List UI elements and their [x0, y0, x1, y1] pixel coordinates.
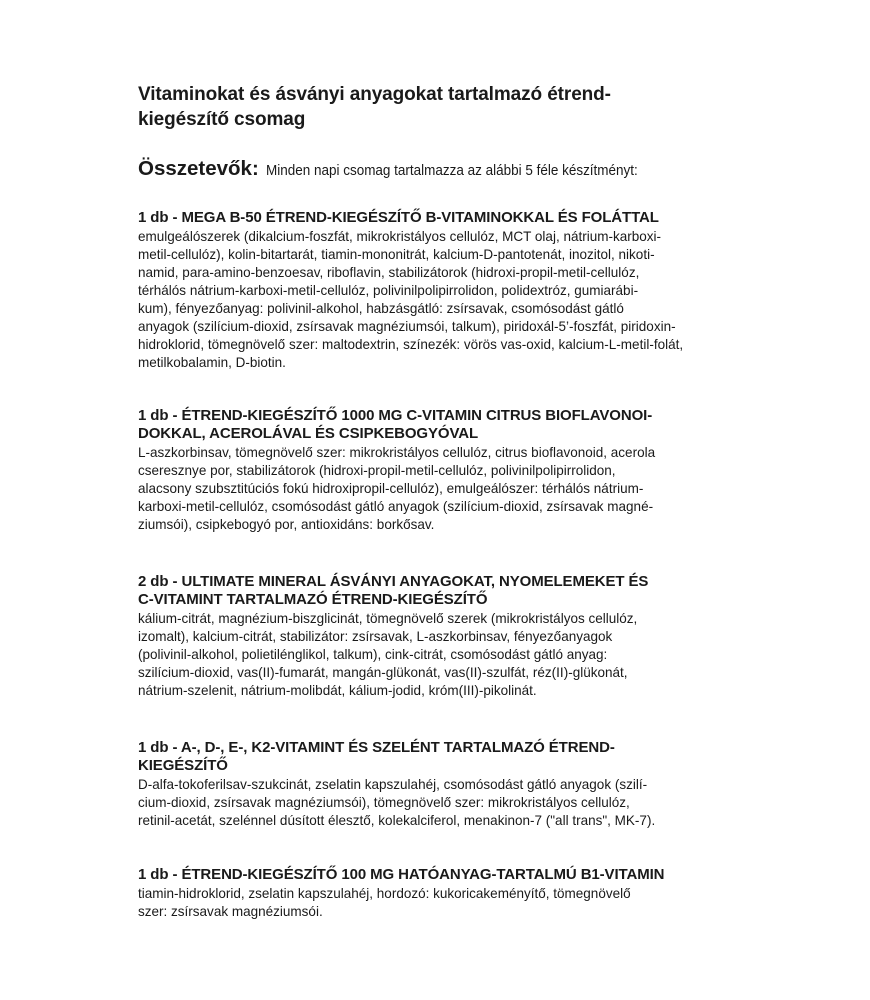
- product-heading-line: DOKKAL, ACEROLÁVAL ÉS CSIPKEBOGYÓVAL: [138, 425, 479, 442]
- ingredient-line: szer: zsírsavak magnéziumsói.: [138, 903, 323, 919]
- product-ingredients: [138, 443, 674, 533]
- document-title: [138, 82, 778, 132]
- ingredient-line: cseresznye por, stabilizátorok (hidroxi-propil-metil-cellulóz, polivinilpolipirrolidon,: [138, 462, 616, 478]
- product-section: [138, 209, 703, 371]
- product-ingredients: [138, 227, 703, 371]
- product-heading-line: 2 db - ULTIMATE MINERAL ÁSVÁNYI ANYAGOKAT, NYOMELEMEKET ÉS: [138, 573, 649, 590]
- ingredient-line: izomalt), kalcium-citrát, stabilizátor: zsírsavak, L-aszkorbinsav, fényezőanyagok: [138, 628, 613, 644]
- ingredient-line: ziumsói), csipkebogyó por, antioxidáns: borkősav.: [138, 516, 435, 532]
- product-heading: [138, 866, 664, 884]
- ingredients-label: Összetevők:: [138, 157, 259, 180]
- product-heading: [138, 407, 674, 443]
- product-heading-line: C-VITAMINT TARTALMAZÓ ÉTREND-KIEGÉSZÍTŐ: [138, 591, 488, 608]
- ingredients-intro-text: Minden napi csomag tartalmazza az alábbi 5 féle készítményt:: [266, 163, 639, 179]
- ingredient-line: namid, para-amino-benzoesav, riboflavin, stabilizátorok (hidroxi-propil-metil-cellulóz,: [138, 264, 640, 280]
- ingredient-line: szilícium-dioxid, vas(II)-fumarát, mangán-glükonát, vas(II)-szulfát, réz(II)-glükonát,: [138, 664, 628, 680]
- ingredient-line: metil-cellulóz), kolin-bitartarát, tiamin-mononitrát, kalcium-D-pantotenát, inozitol, nikoti-: [138, 246, 655, 262]
- product-section: [138, 573, 655, 699]
- ingredient-line: cium-dioxid, zsírsavak magnéziumsói), tömegnövelő szer: mikrokristályos cellulóz,: [138, 794, 630, 810]
- ingredient-line: retinil-acetát, szelénnel dúsított élesztő, kolekalciferol, menakinon-7 ("all trans", MK-7).: [138, 812, 656, 828]
- product-heading-line: 1 db - A-, D-, E-, K2-VITAMINT ÉS SZELÉNT TARTALMAZÓ ÉTREND-: [138, 739, 615, 756]
- product-heading-line: KIEGÉSZÍTŐ: [138, 757, 228, 774]
- ingredient-line: térhálós nátrium-karboxi-metil-cellulóz, polivinilpolipirrolidon, polidextróz, gumiarábi-: [138, 282, 639, 298]
- document-page: [138, 82, 778, 919]
- product-ingredients: [138, 884, 664, 920]
- title-line: Vitaminokat és ásványi anyagokat tartalmazó étrend-: [138, 84, 611, 105]
- ingredient-line: anyagok (szilícium-dioxid, zsírsavak magnéziumsói, talkum), piridoxál-5’-foszfát, piridoxin-: [138, 318, 676, 334]
- ingredient-line: (polivinil-alkohol, polietilénglikol, talkum), cink-citrát, csomósodást gátló anyag:: [138, 646, 608, 662]
- product-heading: [138, 739, 674, 775]
- product-heading-line: 1 db - ÉTREND-KIEGÉSZÍTŐ 1000 MG C-VITAMIN CITRUS BIOFLAVONOI-: [138, 407, 653, 424]
- product-section: [138, 407, 674, 533]
- product-section: [138, 739, 674, 829]
- product-heading: [138, 573, 655, 609]
- ingredient-line: kum), fényezőanyag: polivinil-alkohol, habzásgátló: zsírsavak, csomósodást gátló: [138, 300, 624, 316]
- ingredient-line: hidroklorid, tömegnövelő szer: maltodextrin, színezék: vörös vas-oxid, kalcium-L-metil-folát,: [138, 336, 684, 352]
- ingredient-line: tiamin-hidroklorid, zselatin kapszulahéj, hordozó: kukoricakeményítő, tömegnövelő: [138, 885, 631, 901]
- ingredient-line: metilkobalamin, D-biotin.: [138, 354, 286, 370]
- ingredient-line: karboxi-metil-cellulóz, csomósodást gátló anyagok (szilícium-dioxid, zsírsavak magné-: [138, 498, 654, 514]
- product-ingredients: [138, 775, 674, 829]
- ingredient-line: nátrium-szelenit, nátrium-molibdát, kálium-jodid, króm(III)-pikolinát.: [138, 682, 537, 698]
- ingredient-line: emulgeálószerek (dikalcium-foszfát, mikrokristályos cellulóz, MCT olaj, nátrium-karboxi-: [138, 228, 662, 244]
- product-heading-line: 1 db - ÉTREND-KIEGÉSZÍTŐ 100 MG HATÓANYAG-TARTALMÚ B1-VITAMIN: [138, 866, 665, 883]
- ingredient-line: L-aszkorbinsav, tömegnövelő szer: mikrokristályos cellulóz, citrus bioflavonoid, acerola: [138, 444, 656, 460]
- ingredient-line: alacsony szubsztitúciós fokú hidroxipropil-cellulóz), emulgeálószer: térhálós nátrium-: [138, 480, 644, 496]
- ingredient-line: D-alfa-tokoferilsav-szukcinát, zselatin kapszulahéj, csomósodást gátló anyagok (szilí-: [138, 776, 648, 792]
- product-ingredients: [138, 609, 655, 699]
- title-line: kiegészítő csomag: [138, 109, 306, 130]
- ingredients-intro: [138, 157, 778, 181]
- ingredient-line: kálium-citrát, magnézium-biszglicinát, tömegnövelő szerek (mikrokristályos cellulóz,: [138, 610, 638, 626]
- product-heading-line: 1 db - MEGA B-50 ÉTREND-KIEGÉSZÍTŐ B-VITAMINOKKAL ÉS FOLÁTTAL: [138, 209, 659, 226]
- product-heading: [138, 209, 703, 227]
- product-section: [138, 866, 664, 920]
